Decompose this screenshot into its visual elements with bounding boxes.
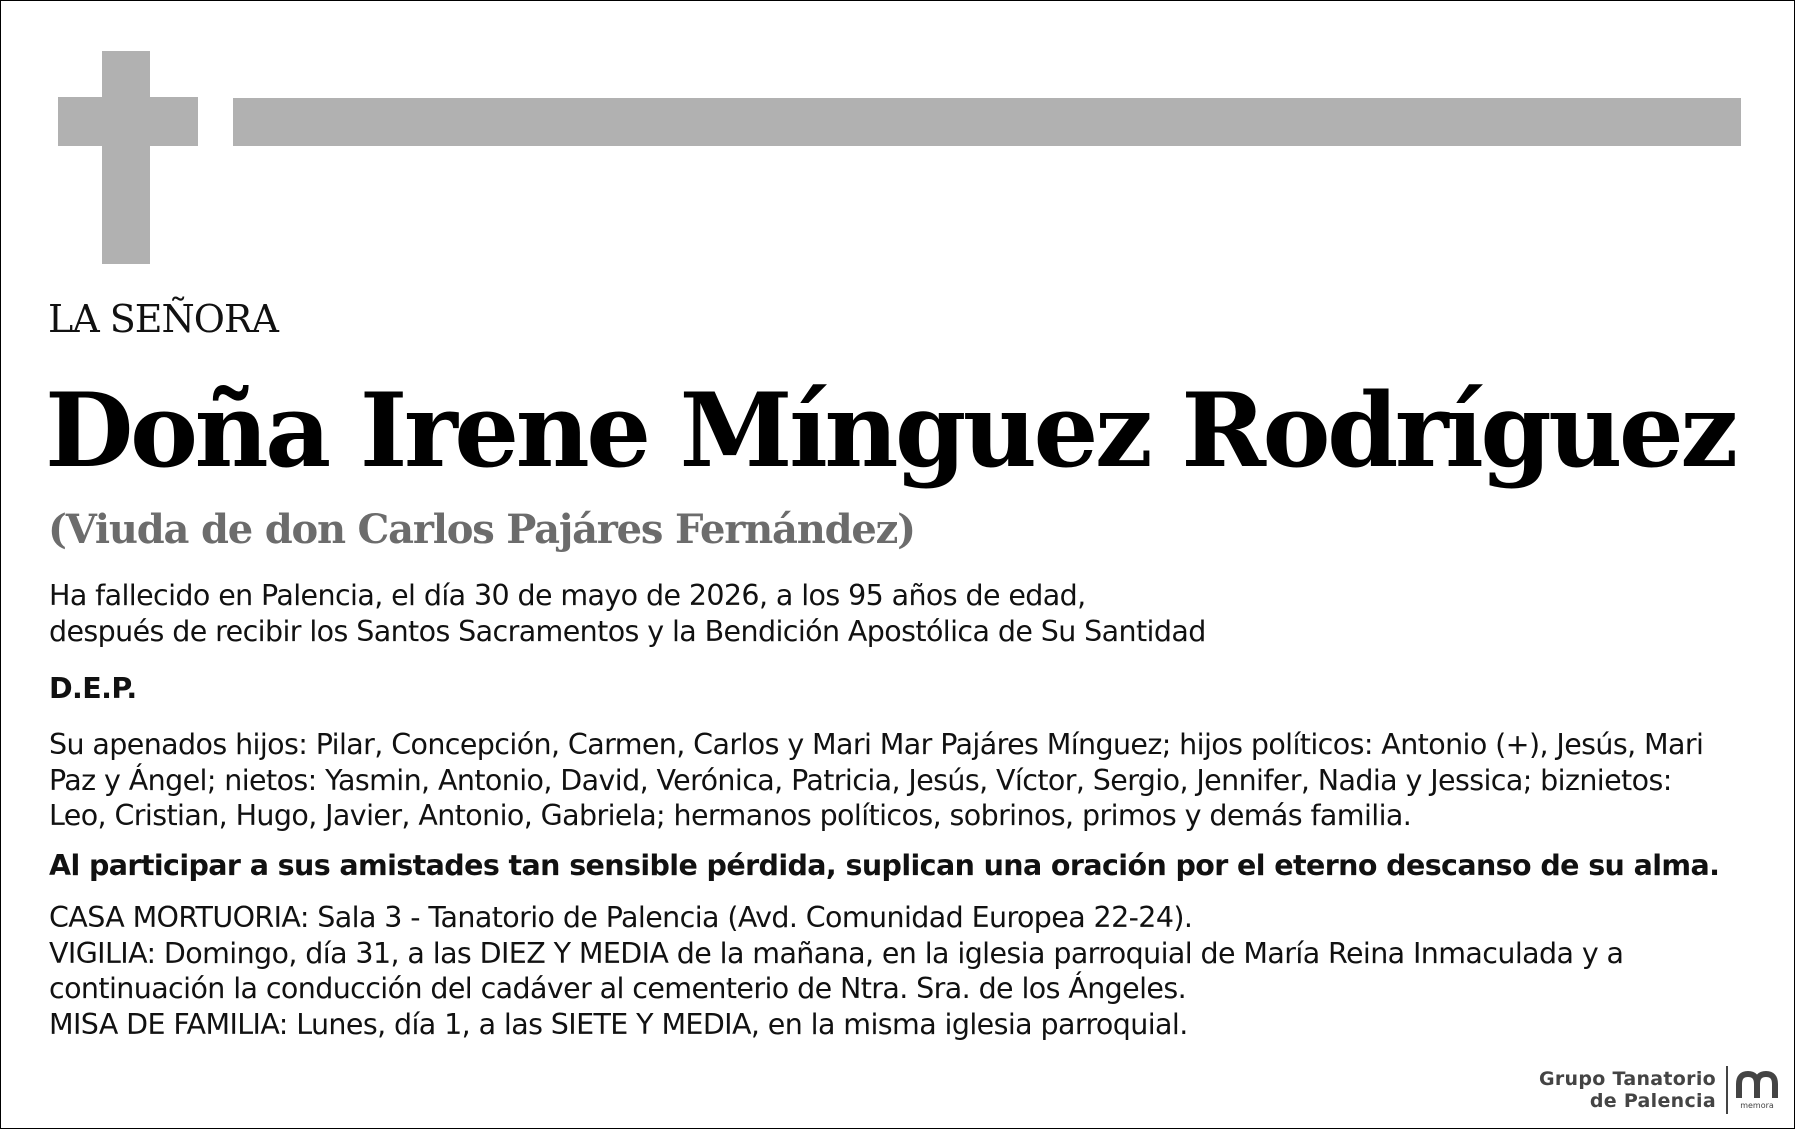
services-line: MISA DE FAMILIA: Lunes, día 1, a las SIETE Y MEDIA, en la misma iglesia parroquial. [49, 1007, 1188, 1041]
header-gray-bar [233, 98, 1741, 146]
memora-mark [1736, 1070, 1778, 1110]
prayer-request: Al participar a sus amistades tan sensible pérdida, suplican una oración por el eterno descanso de su alma. [49, 849, 1720, 882]
family-line: Su apenados hijos: Pilar, Concepción, Carmen, Carlos y Mari Mar Pajáres Mínguez; hijos políticos: Antonio (+), Jesús, Mari [49, 728, 1704, 761]
funeral-home-logo [1539, 1066, 1778, 1114]
family-line: Leo, Cristian, Hugo, Javier, Antonio, Gabriela; hermanos políticos, sobrinos, primos y demás familia. [49, 799, 1412, 832]
dep-label: D.E.P. [49, 672, 137, 705]
logo-divider [1726, 1066, 1728, 1114]
widow-subtitle: (Viuda de don Carlos Pajáres Fernández) [48, 506, 915, 553]
logo-line-1: Grupo Tanatorio [1538, 1068, 1716, 1090]
family-paragraph [49, 727, 1703, 834]
deceased-name: Doña Irene Mínguez Rodríguez [45, 371, 1735, 491]
services-line: CASA MORTUORIA: Sala 3 - Tanatorio de Palencia (Avd. Comunidad Europea 22-24). [49, 901, 1193, 934]
logo-text [1539, 1068, 1716, 1112]
family-line: Paz y Ángel; nietos: Yasmin, Antonio, David, Verónica, Patricia, Jesús, Víctor, Sergio, Jennifer, Nadia y Jessica; biznietos: [49, 763, 1672, 797]
death-notice-line: después de recibir los Santos Sacramentos y la Bendición Apostólica de Su Santidad [49, 614, 1206, 648]
intro-title: LA SEÑORA [48, 297, 278, 341]
services-info [49, 900, 1623, 1042]
services-line: VIGILIA: Domingo, día 31, a las DIEZ Y MEDIA de la mañana, en la iglesia parroquial de María Reina Inmaculada y a [49, 936, 1624, 970]
memora-logo-icon [1736, 1070, 1778, 1100]
services-line: continuación la conducción del cadáver al cementerio de Ntra. Sra. de los Ángeles. [49, 972, 1187, 1005]
cross-horizontal-beam [58, 97, 198, 146]
logo-line-2: de Palencia [1589, 1090, 1716, 1112]
cross-vertical-beam [102, 51, 150, 264]
death-notice [49, 578, 1206, 649]
memora-label: memora [1740, 1101, 1774, 1110]
death-notice-line: Ha fallecido en Palencia, el día 30 de mayo de 2026, a los 95 años de edad, [49, 579, 1086, 612]
